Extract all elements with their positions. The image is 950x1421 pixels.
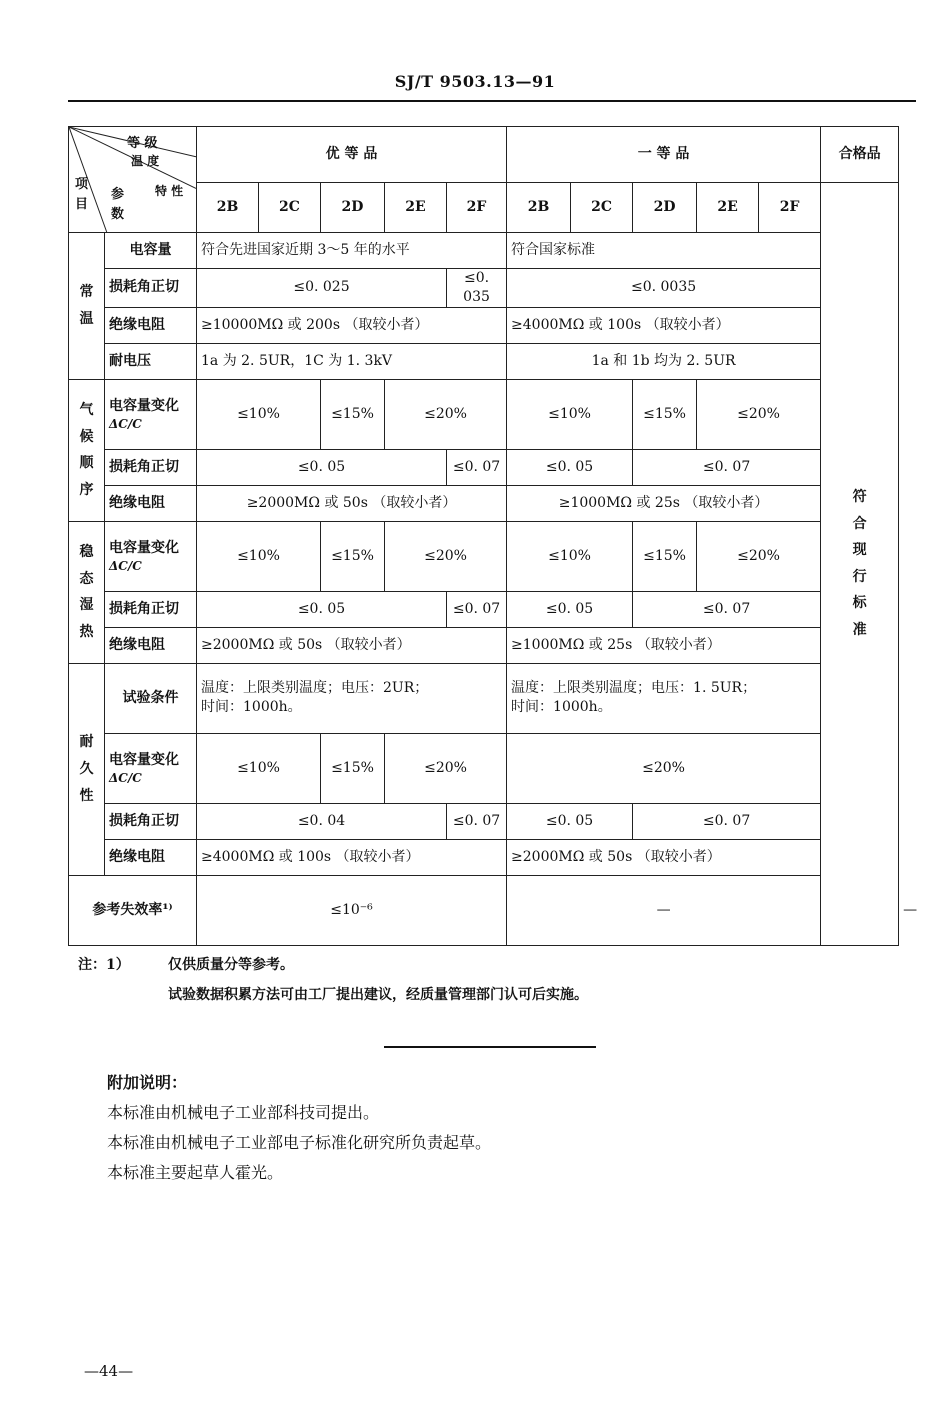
group-char: 温 bbox=[79, 310, 94, 327]
row-label: 参考失效率¹⁾ bbox=[69, 875, 197, 945]
cell: ≤15% bbox=[321, 379, 385, 449]
row-label bbox=[105, 733, 197, 803]
cell: ≤10% bbox=[197, 521, 321, 591]
group-char: 气 bbox=[79, 402, 94, 419]
code-2d: 2D bbox=[633, 183, 697, 233]
group-damp bbox=[69, 521, 105, 663]
cell: ≤0. 07 bbox=[633, 803, 821, 839]
cell: ≤15% bbox=[321, 521, 385, 591]
cell: ≤20% bbox=[385, 379, 507, 449]
cell: ≤10% bbox=[197, 379, 321, 449]
cond-line: 时间：1000h。 bbox=[511, 699, 612, 716]
group-endure bbox=[69, 663, 105, 875]
row-label: 绝缘电阻 bbox=[105, 307, 197, 343]
group-char: 久 bbox=[79, 760, 94, 777]
cell: ≥10000MΩ 或 200s （取较小者） bbox=[197, 307, 507, 343]
cell: ≤0. 0035 bbox=[507, 269, 821, 308]
corner-char: 特 性 bbox=[155, 184, 184, 198]
cell: ≤15% bbox=[321, 733, 385, 803]
code-2c: 2C bbox=[571, 183, 633, 233]
corner-item: 项 目 bbox=[75, 177, 89, 212]
cond-line: 温度：上限类别温度；电压：1. 5UR； bbox=[511, 680, 757, 697]
cond-line: 时间：1000h。 bbox=[201, 699, 302, 716]
row-label: 绝缘电阻 bbox=[105, 839, 197, 875]
group-char: 候 bbox=[79, 428, 94, 445]
row-label: 损耗角正切 bbox=[105, 803, 197, 839]
cell: ≥1000MΩ 或 25s （取较小者） bbox=[507, 485, 821, 521]
row-label-text: 电容量变化 bbox=[109, 539, 179, 556]
cell: ≥4000MΩ 或 100s （取较小者） bbox=[197, 839, 507, 875]
row-label: 损耗角正切 bbox=[105, 269, 197, 308]
note-line: 试验数据积累方法可由工厂提出建议，经质量管理部门认可后实施。 bbox=[168, 987, 588, 1003]
cell: 符合先进国家近期 3～5 年的水平 bbox=[197, 233, 507, 269]
cell: ≤10⁻⁶ bbox=[197, 875, 507, 945]
group-char: 态 bbox=[79, 570, 94, 587]
cell: ≤20% bbox=[507, 733, 821, 803]
group-char: 稳 bbox=[79, 544, 94, 561]
cell: ≥4000MΩ 或 100s （取较小者） bbox=[507, 307, 821, 343]
cell: ≤0. 07 bbox=[633, 591, 821, 627]
cell: ≤0. 07 bbox=[447, 803, 507, 839]
row-sublabel: ΔC/C bbox=[109, 416, 142, 431]
corner-header bbox=[69, 127, 197, 233]
cell: 符合国家标准 bbox=[507, 233, 821, 269]
cell: ≤0. 05 bbox=[197, 449, 447, 485]
cell: ≤0. 04 bbox=[197, 803, 447, 839]
cell: ≤20% bbox=[385, 733, 507, 803]
separator-rule bbox=[384, 1046, 596, 1048]
cell bbox=[197, 663, 507, 733]
cell: ≤15% bbox=[633, 379, 697, 449]
cell: ≤0. 07 bbox=[447, 449, 507, 485]
cell: ≤0. 07 bbox=[447, 591, 507, 627]
row-label: 电容量 bbox=[105, 233, 197, 269]
grade-first: 一 等 品 bbox=[507, 127, 821, 183]
cell: — bbox=[507, 875, 821, 945]
note-prefix: 注：1） bbox=[78, 957, 130, 973]
cell: ≤10% bbox=[507, 521, 633, 591]
code-2e: 2E bbox=[697, 183, 759, 233]
document-code: SJ/T 9503.13—91 bbox=[394, 72, 556, 91]
row-label: 损耗角正切 bbox=[105, 591, 197, 627]
qualified-column bbox=[821, 183, 899, 946]
group-char: 热 bbox=[79, 623, 94, 640]
cell: ≤10% bbox=[197, 733, 321, 803]
corner-temp: 温 度 bbox=[131, 154, 160, 168]
group-char: 顺 bbox=[79, 455, 94, 472]
corner-grade: 等 级 bbox=[127, 136, 158, 151]
cell: ≤0. 05 bbox=[507, 591, 633, 627]
code-2d: 2D bbox=[321, 183, 385, 233]
cell: ≤0. 05 bbox=[507, 803, 633, 839]
code-2b: 2B bbox=[197, 183, 259, 233]
cell: ≥2000MΩ 或 50s （取较小者） bbox=[197, 627, 507, 663]
cell: ≤0. 025 bbox=[197, 269, 447, 308]
group-char: 序 bbox=[79, 481, 94, 498]
cell bbox=[507, 663, 821, 733]
qualified-char: 合 bbox=[852, 515, 867, 532]
cell: ≤15% bbox=[633, 521, 697, 591]
group-char: 性 bbox=[79, 787, 94, 804]
group-char: 常 bbox=[79, 284, 94, 301]
row-sublabel: ΔC/C bbox=[109, 558, 142, 573]
row-label: 绝缘电阻 bbox=[105, 485, 197, 521]
group-climate bbox=[69, 379, 105, 521]
qualified-char: 行 bbox=[852, 568, 867, 585]
grade-superior: 优 等 品 bbox=[197, 127, 507, 183]
note-line: 仅供质量分等参考。 bbox=[168, 957, 294, 973]
row-label: 耐电压 bbox=[105, 343, 197, 379]
cell: ≤20% bbox=[697, 521, 821, 591]
group-char: 湿 bbox=[79, 597, 94, 614]
appendix-line: 本标准由机械电子工业部科技司提出。 bbox=[107, 1103, 380, 1122]
row-label bbox=[105, 379, 197, 449]
cell: 1a 和 1b 均为 2. 5UR bbox=[507, 343, 821, 379]
spec-table: 等 级 温 度 特 性 参 数 项 目 优 等 品 一 等 品 合格品 2B 2C 2D 2E 2F 2B 2C 2D 2E 2F 符 合 现 行 标 准 常 温 电容量 符合先进国家近期 3～5 年的水平 符合国家标准 损耗角正切 ≤0. 025 ≤0. 035 ≤0. 0035 绝缘电阻 ≥10000MΩ 或 200s （取较小者） ≥4000MΩ 或 100s （取较小者） 耐电压 1a 为 2. 5UR，1C 为 1. 3kV 1a 和 1b 均为 2. 5UR 气 候 顺 序 电容量变化 ΔC/C ≤10% ≤15% ≤20% ≤10% ≤15% ≤20% 损耗角正切 ≤0. 05 ≤0. 07 ≤0. 05 ≤0. 07 绝缘电阻 ≥2000MΩ 或 50s （取较小者） ≥1000MΩ 或 25s （取较小者） 稳 态 湿 热 电容量变化 ΔC/C ≤10% ≤15% ≤20% ≤10% ≤15% ≤20% 损耗角正切 ≤0. 05 ≤0. 07 ≤0. 05 ≤0. 07 绝缘电阻 ≥2000MΩ 或 50s （取较小者） ≥1000MΩ 或 25s （取较小者） 耐 久 性 试验条件 温度：上限类别温度；电压：2UR； 时间：1000h。 温度：上限类别温度；电压：1. 5UR； 时间：1000h。 电容量变化 ΔC/C ≤10% ≤15% ≤20% ≤20% 损耗角正切 ≤0. 04 ≤0. 07 ≤0. 05 ≤0. 07 绝缘电阻 ≥4000MΩ 或 100s （取较小者） ≥2000MΩ 或 50s （取较小者） 参考失效率¹⁾ ≤10⁻⁶ — — bbox=[68, 126, 899, 946]
grade-qualified: 合格品 bbox=[821, 127, 899, 183]
cell: ≤20% bbox=[697, 379, 821, 449]
qualified-char: 准 bbox=[852, 622, 867, 639]
cond-line: 温度：上限类别温度；电压：2UR； bbox=[201, 680, 429, 697]
cell: ≥1000MΩ 或 25s （取较小者） bbox=[507, 627, 821, 663]
group-char: 耐 bbox=[79, 734, 94, 751]
cell: ≤20% bbox=[385, 521, 507, 591]
corner-param: 参 数 bbox=[111, 187, 125, 222]
row-label: 损耗角正切 bbox=[105, 449, 197, 485]
qualified-char: 现 bbox=[852, 542, 867, 559]
code-2e: 2E bbox=[385, 183, 447, 233]
header-rule bbox=[68, 100, 916, 102]
qualified-char: 符 bbox=[852, 489, 867, 506]
cell: ≤10% bbox=[507, 379, 633, 449]
qualified-char: 标 bbox=[852, 595, 867, 612]
cell: 1a 为 2. 5UR，1C 为 1. 3kV bbox=[197, 343, 507, 379]
appendix-title: 附加说明： bbox=[107, 1073, 188, 1092]
cell: ≤0. 05 bbox=[197, 591, 447, 627]
appendix-line: 本标准由机械电子工业部电子标准化研究所负责起草。 bbox=[107, 1133, 492, 1152]
row-label-text: 电容量变化 bbox=[109, 751, 179, 768]
code-2f: 2F bbox=[759, 183, 821, 233]
row-label: 绝缘电阻 bbox=[105, 627, 197, 663]
code-2b: 2B bbox=[507, 183, 571, 233]
cell: ≥2000MΩ 或 50s （取较小者） bbox=[507, 839, 821, 875]
cell: ≥2000MΩ 或 50s （取较小者） bbox=[197, 485, 507, 521]
cell: ≤0. 07 bbox=[633, 449, 821, 485]
row-label-text: 电容量变化 bbox=[109, 397, 179, 414]
row-label: 试验条件 bbox=[105, 663, 197, 733]
group-normal bbox=[69, 233, 105, 380]
row-label bbox=[105, 521, 197, 591]
code-2c: 2C bbox=[259, 183, 321, 233]
code-2f: 2F bbox=[447, 183, 507, 233]
appendix-line: 本标准主要起草人霍光。 bbox=[107, 1163, 284, 1182]
page-number: —44— bbox=[84, 1362, 134, 1380]
row-sublabel: ΔC/C bbox=[109, 770, 142, 785]
cell: ≤0. 05 bbox=[507, 449, 633, 485]
cell: ≤0. 035 bbox=[447, 269, 507, 308]
